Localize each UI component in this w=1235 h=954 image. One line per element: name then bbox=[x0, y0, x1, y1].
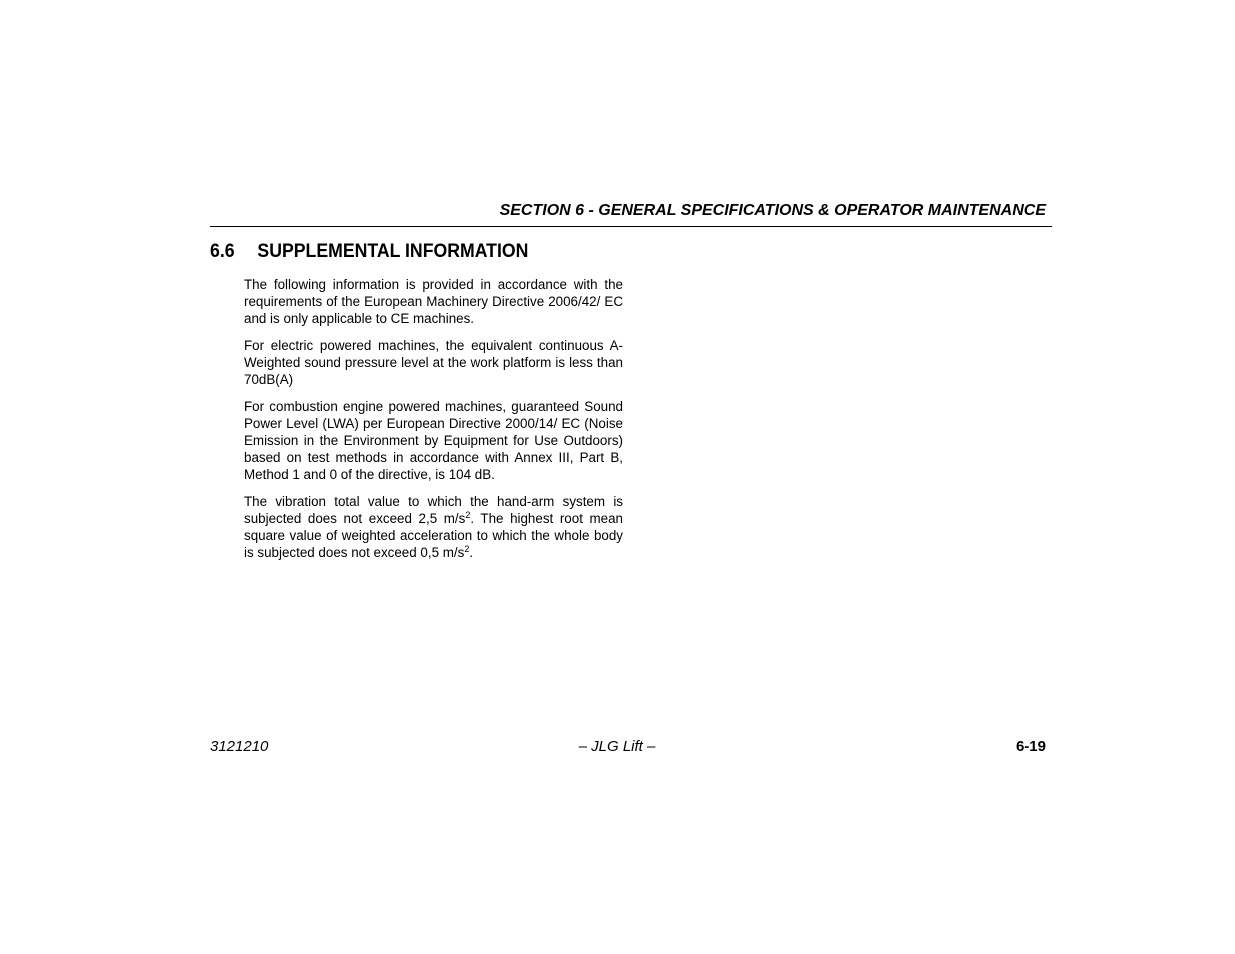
running-header: SECTION 6 - GENERAL SPECIFICATIONS & OPERATOR MAINTENANCE bbox=[499, 202, 1046, 219]
vibration-text-part3: . bbox=[469, 545, 474, 560]
footer-page-number: 6-19 bbox=[1015, 738, 1046, 755]
paragraph-sound-pressure: For electric powered machines, the equivalent continuous A-Weighted sound pressure level at the work platform is less than 70dB(A) bbox=[244, 338, 623, 387]
body-text bbox=[244, 276, 623, 571]
paragraph-sound-power: For combustion engine powered machines, guaranteed Sound Power Level (LWA) per European Directive 2000/14/ EC (Noise Emission in the Environment by Equipment for Use Outdoors) based on test methods in accordance with Annex III, Part B, Method 1 and 0 of the directive, is 104 dB. bbox=[244, 399, 623, 482]
superscript-squared: 2 bbox=[464, 544, 470, 554]
vibration-text-part2: . The highest root mean square value of weighted acceleration to which the whole body is subjected does not exceed 0,5 m/s bbox=[244, 511, 623, 560]
section-heading bbox=[210, 240, 528, 264]
paragraph-ce-directive: The following information is provided in accordance with the requirements of the European Machinery Directive 2006/42/ EC and is only applicable to CE machines. bbox=[244, 277, 623, 326]
section-number: 6.6 bbox=[210, 241, 235, 262]
superscript-squared: 2 bbox=[465, 510, 471, 520]
header-divider bbox=[210, 226, 1052, 227]
footer-doc-number: 3121210 bbox=[210, 738, 269, 755]
section-title: SUPPLEMENTAL INFORMATION bbox=[257, 241, 529, 262]
footer-brand: – JLG Lift – bbox=[578, 738, 656, 755]
paragraph-vibration bbox=[244, 493, 623, 561]
vibration-text-part1: The vibration total value to which the hand-arm system is subjected does not exceed 2,5 m/s bbox=[244, 494, 623, 526]
